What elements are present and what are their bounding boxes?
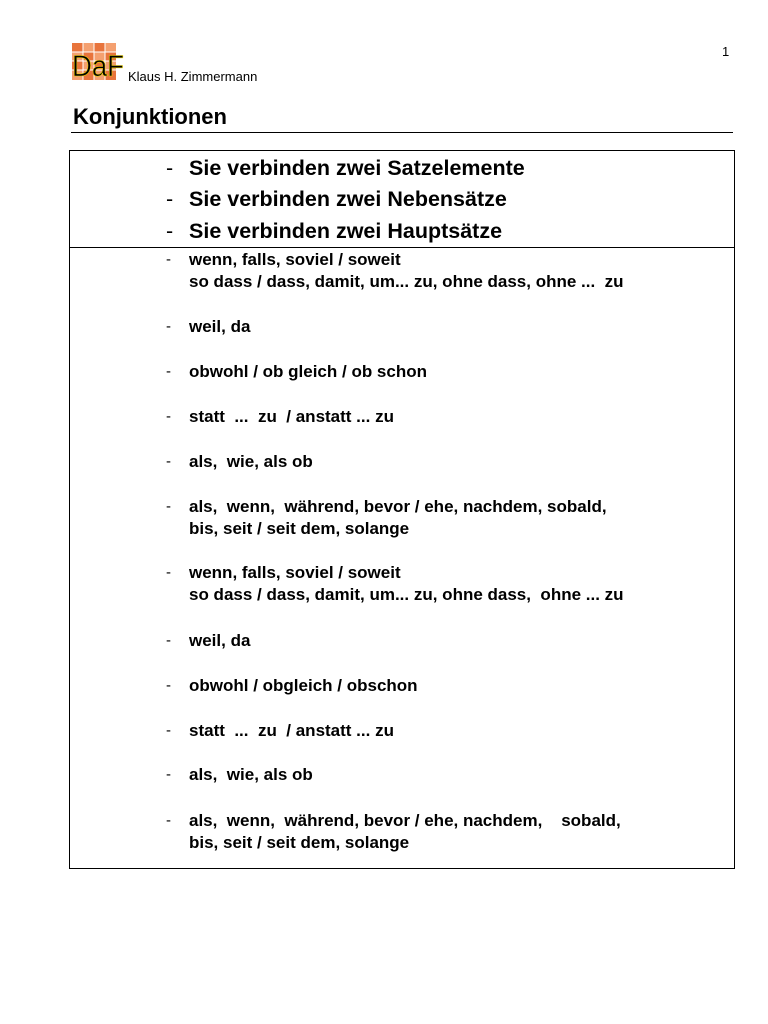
bullet-dash: -: [166, 498, 171, 515]
bullet-dash: -: [166, 219, 174, 243]
point-text: Sie verbinden zwei Satzelemente: [189, 156, 525, 180]
bullet-dash: -: [166, 677, 171, 694]
bullet-dash: -: [166, 812, 171, 829]
title-underline: [71, 132, 733, 133]
page-number: 1: [722, 44, 730, 59]
bullet-dash: -: [166, 453, 171, 470]
item-line: so dass / dass, damit, um... zu, ohne dass, ohne ... zu: [189, 585, 624, 604]
bullet-dash: -: [166, 187, 174, 211]
item-line: weil, da: [189, 317, 251, 336]
item-line: als, wenn, während, bevor / ehe, nachdem, sobald,: [189, 497, 607, 516]
item-line: statt ... zu / anstatt ... zu: [189, 721, 394, 740]
bullet-dash: -: [166, 722, 171, 739]
content-box: [69, 150, 735, 869]
bullet-dash: -: [166, 156, 174, 180]
bullet-dash: -: [166, 766, 171, 783]
logo-text: DaF: [72, 50, 124, 83]
author-name: Klaus H. Zimmermann: [128, 69, 258, 84]
item-line: bis, seit / seit dem, solange: [189, 519, 410, 538]
item-line: als, wie, als ob: [189, 452, 313, 471]
box-divider: [70, 247, 734, 248]
page-title: Konjunktionen: [73, 104, 227, 129]
item-line: als, wenn, während, bevor / ehe, nachdem, sobald,: [189, 811, 621, 830]
item-line: statt ... zu / anstatt ... zu: [189, 407, 394, 426]
item-line: obwohl / ob gleich / ob schon: [189, 362, 427, 381]
daf-logo: [72, 43, 124, 83]
item-line: wenn, falls, soviel / soweit: [189, 563, 401, 582]
item-line: so dass / dass, damit, um... zu, ohne dass, ohne ... zu: [189, 272, 624, 291]
item-line: wenn, falls, soviel / soweit: [189, 250, 401, 269]
item-line: obwohl / obgleich / obschon: [189, 676, 418, 695]
item-line: weil, da: [189, 631, 251, 650]
point-text: Sie verbinden zwei Nebensätze: [189, 187, 507, 211]
bullet-dash: -: [166, 318, 171, 335]
bullet-dash: -: [166, 251, 171, 268]
bullet-dash: -: [166, 632, 171, 649]
item-line: als, wie, als ob: [189, 765, 313, 784]
bullet-dash: -: [166, 363, 171, 380]
item-line: bis, seit / seit dem, solange: [189, 833, 410, 852]
bullet-dash: -: [166, 564, 171, 581]
point-text: Sie verbinden zwei Hauptsätze: [189, 219, 503, 243]
bullet-dash: -: [166, 408, 171, 425]
